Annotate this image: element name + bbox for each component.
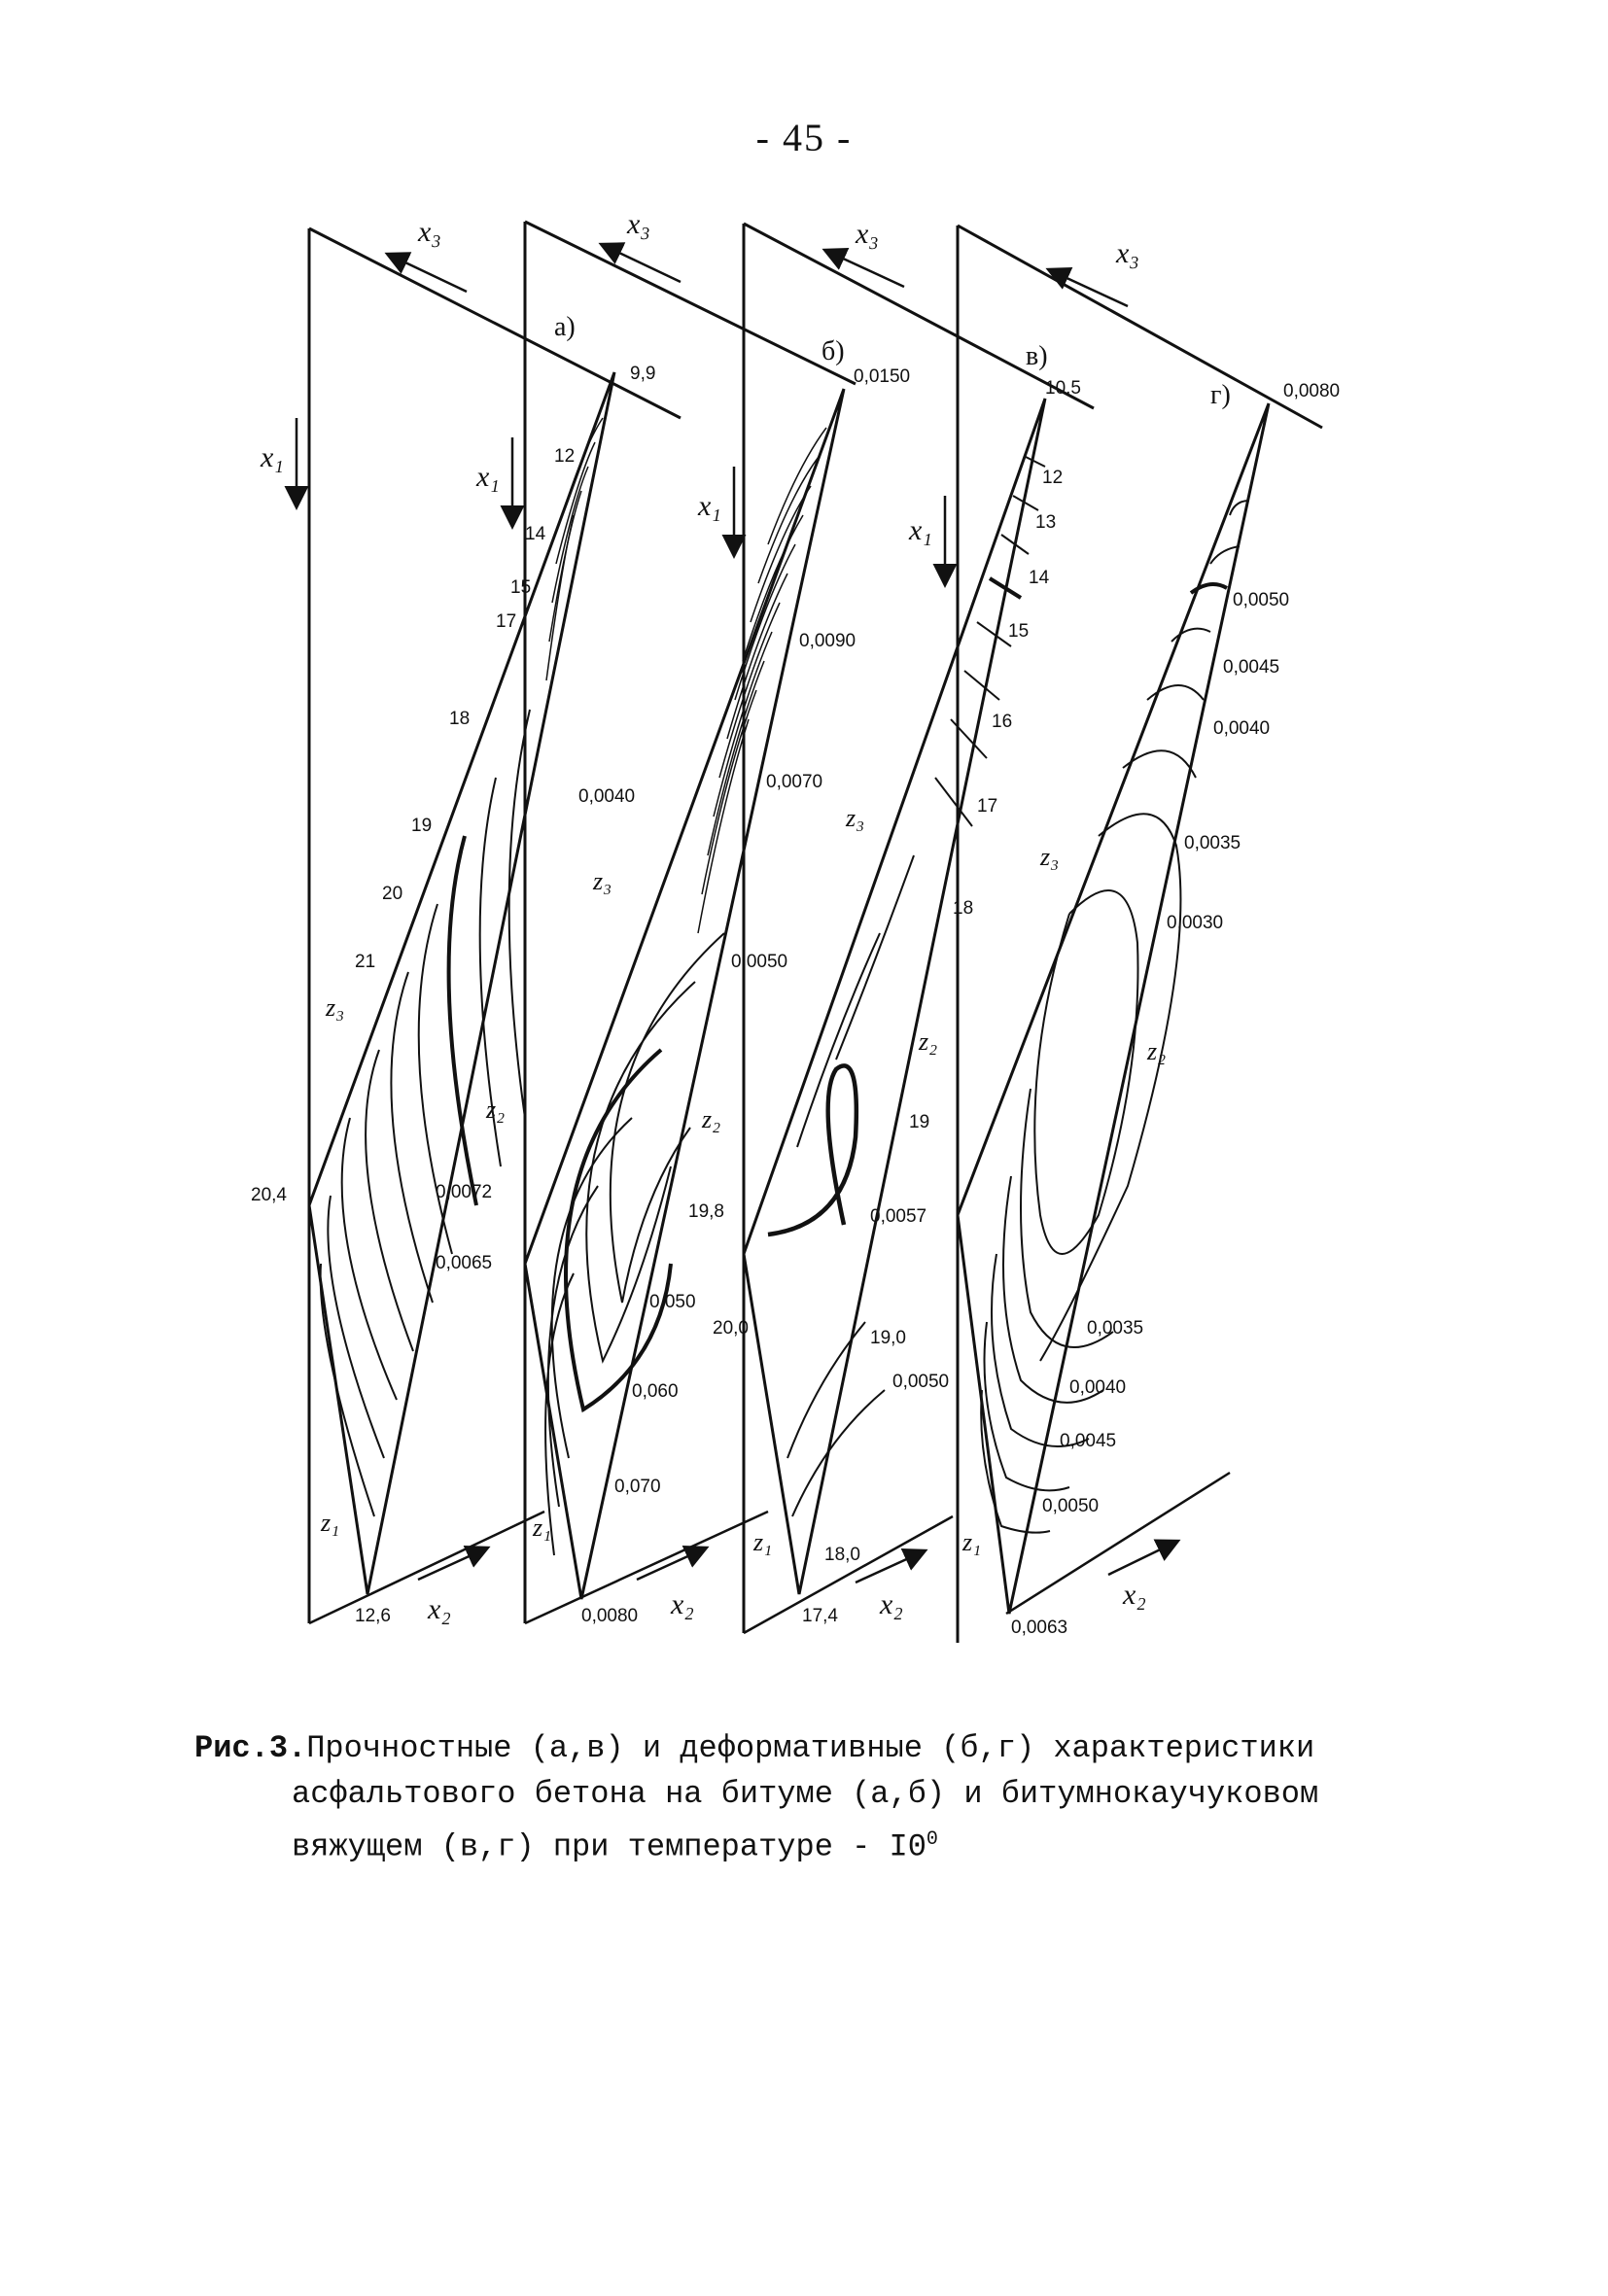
panel-v-contour-label: 19 [909, 1112, 930, 1132]
panel-a-contour-label: 17 [496, 611, 517, 632]
panel-a-contour-label: 20 [382, 884, 403, 904]
panel-v-contour-label: 16 [992, 712, 1013, 732]
panel-b-edge-value: 19,8 [688, 1201, 724, 1222]
panel-v-contour-label: 19,0 [870, 1328, 906, 1348]
panel-a-z1-label: z₁ [321, 1509, 340, 1537]
panel-g-letter: г) [1210, 380, 1231, 410]
panel-a-vertex-top: 9,9 [630, 364, 656, 384]
panel-b-frame-bottom [525, 1512, 768, 1623]
panel-v-contour-label: 15 [1008, 621, 1030, 642]
panel-a-x1-label: x₁ [261, 441, 284, 473]
panel-v-z3-label: z₃ [846, 804, 865, 832]
panel-a-frame-top [309, 228, 681, 418]
panel-b-contours [545, 933, 724, 1555]
panel-a-z2-label: z₂ [486, 1096, 506, 1124]
panel-b-edge-value: 20,0 [713, 1318, 749, 1339]
panel-a [309, 228, 681, 1623]
panel-b-frame-top [525, 222, 856, 384]
panel-v-ladder [935, 457, 1045, 826]
panel-b-z2-label: z₂ [702, 1105, 721, 1133]
panel-b-contour-label: 0,0050 [731, 952, 788, 972]
panel-v-edge-value: 0,0050 [892, 1372, 950, 1392]
panel-a-values [251, 364, 655, 1626]
caption-figure-number: Рис.3. [194, 1730, 307, 1766]
panel-g-contour-label: 0,0035 [1087, 1318, 1144, 1339]
panel-b-contour-label: 0,0070 [766, 772, 823, 792]
panel-g-contour-label: 0,0040 [1069, 1377, 1127, 1398]
caption-degree: 0 [926, 1828, 938, 1851]
panel-b-x1-label: x₁ [476, 461, 500, 493]
caption-text-3: вяжущем (в,г) при температуре - I0 [292, 1828, 926, 1865]
panel-b-letter: б) [821, 336, 845, 366]
panel-v-triangle [744, 399, 1045, 1594]
panel-b-triangle [525, 389, 844, 1599]
axis-arrows [297, 245, 1176, 1583]
panel-a-contour-label: 21 [355, 952, 376, 972]
panel-g-x3-label: x₃ [1116, 237, 1139, 269]
panel-g-frame-top [958, 226, 1322, 428]
panel-v-z2-label: z₂ [919, 1027, 938, 1056]
panel-v-vertex-top: 10,5 [1045, 378, 1081, 399]
panel-v-z1-label: z₁ [753, 1528, 773, 1556]
panel-g-contour-label: 0,0045 [1223, 657, 1280, 678]
panel-v-contours [768, 855, 914, 1516]
panel-g-values [1011, 381, 1340, 1638]
panel-a-edge-value: 0,0065 [436, 1253, 493, 1273]
panel-a-triangle [309, 372, 614, 1594]
panel-g-contour-label: 0,0050 [1233, 590, 1290, 610]
panel-b-x3-label: x₃ [627, 208, 650, 240]
panel-a-contour-label: 15 [510, 577, 532, 598]
page-number: - 45 - [755, 116, 853, 159]
panel-g-contour-label: 0,0040 [1213, 718, 1271, 739]
panel-g-contour-label: 0,0035 [1184, 833, 1241, 853]
panel-g-contour-label: 0,0050 [1042, 1496, 1100, 1516]
panel-g-z1-label: z₁ [962, 1528, 982, 1556]
panel-b-contour-label: 0,0090 [799, 631, 856, 651]
panel-a-edge-value: 0,0072 [436, 1182, 493, 1202]
panel-g-x2-label: x₂ [1123, 1579, 1146, 1611]
panel-b-z3-label: z₃ [593, 867, 612, 895]
panel-b-vertex-left: 0,0040 [578, 786, 636, 807]
panel-a-contour-label: 18 [449, 709, 471, 729]
panel-g-vertex-bottom: 0,0063 [1011, 1618, 1068, 1638]
panel-a-x3-label: x₃ [418, 216, 441, 248]
panel-g-contour-label: 0,0030 [1167, 913, 1224, 933]
panel-v-x3-label: x₃ [856, 218, 879, 250]
panel-v-edge-value: 0,0057 [870, 1206, 927, 1227]
panel-b-contour-label: 0,050 [649, 1292, 696, 1312]
panel-b-contour-label: 0,070 [614, 1477, 661, 1497]
caption-line-3 [194, 1817, 1458, 1870]
panel-v-contour-label: 12 [1042, 468, 1064, 488]
panel-g [958, 226, 1322, 1643]
panel-b-vertex-top: 0,0150 [854, 366, 911, 387]
panel-a-contour-label: 12 [554, 446, 576, 467]
panel-g-z3-label: z₃ [1040, 843, 1060, 871]
panel-a-letter: а) [554, 312, 576, 342]
panel-a-vertex-left: 20,4 [251, 1185, 287, 1205]
panel-g-x1-label: x₁ [909, 514, 932, 546]
panel-v-contour-label: 13 [1035, 512, 1057, 533]
axis-labels [260, 208, 1166, 1625]
panel-a-z3-label: z₃ [326, 993, 345, 1022]
panel-v [744, 224, 1094, 1633]
panel-g-z2-label: z₂ [1147, 1037, 1167, 1065]
panel-g-contour-label: 0,0045 [1060, 1431, 1117, 1451]
panel-v-vertex-bottom: 17,4 [802, 1606, 838, 1626]
panel-v-x1-label: x₁ [698, 490, 721, 522]
panel-a-contour-label: 19 [411, 816, 433, 836]
panel-g-frame-bottom [1006, 1473, 1230, 1614]
panel-v-letter: в) [1026, 341, 1048, 371]
panel-v-contour-label: 14 [1029, 568, 1050, 588]
panel-v-contour-label: 17 [977, 796, 998, 817]
panel-v-frame-top [744, 224, 1094, 408]
panel-g-vertex-top: 0,0080 [1283, 381, 1341, 401]
panel-b-vertex-bottom: 0,0080 [581, 1606, 639, 1626]
panel-letters [554, 312, 1231, 410]
panel-a-vertex-bottom: 12,6 [355, 1606, 391, 1626]
panel-v-contour-label: 18 [953, 898, 974, 919]
caption-line-1 [194, 1725, 1458, 1771]
panel-v-frame-bottom [744, 1516, 953, 1633]
panel-b-x2-label: x₂ [671, 1588, 694, 1620]
panel-v-contour-label: 18,0 [824, 1545, 860, 1565]
panel-a-contour-label: 14 [525, 524, 546, 544]
caption-line-2: асфальтового бетона на битуме (а,б) и битумнокаучуковом [292, 1776, 1319, 1812]
panel-b-z1-label: z₁ [533, 1513, 552, 1542]
figure-caption [194, 1725, 1458, 1870]
panel-b-contour-label: 0,060 [632, 1381, 679, 1402]
caption-text-1: Прочностные (а,в) и деформативные (б,г) характеристики [306, 1730, 1315, 1766]
panel-a-x2-label: x₂ [428, 1593, 451, 1625]
panel-v-x2-label: x₂ [880, 1588, 903, 1620]
panel-a-frame-bottom [309, 1512, 544, 1623]
